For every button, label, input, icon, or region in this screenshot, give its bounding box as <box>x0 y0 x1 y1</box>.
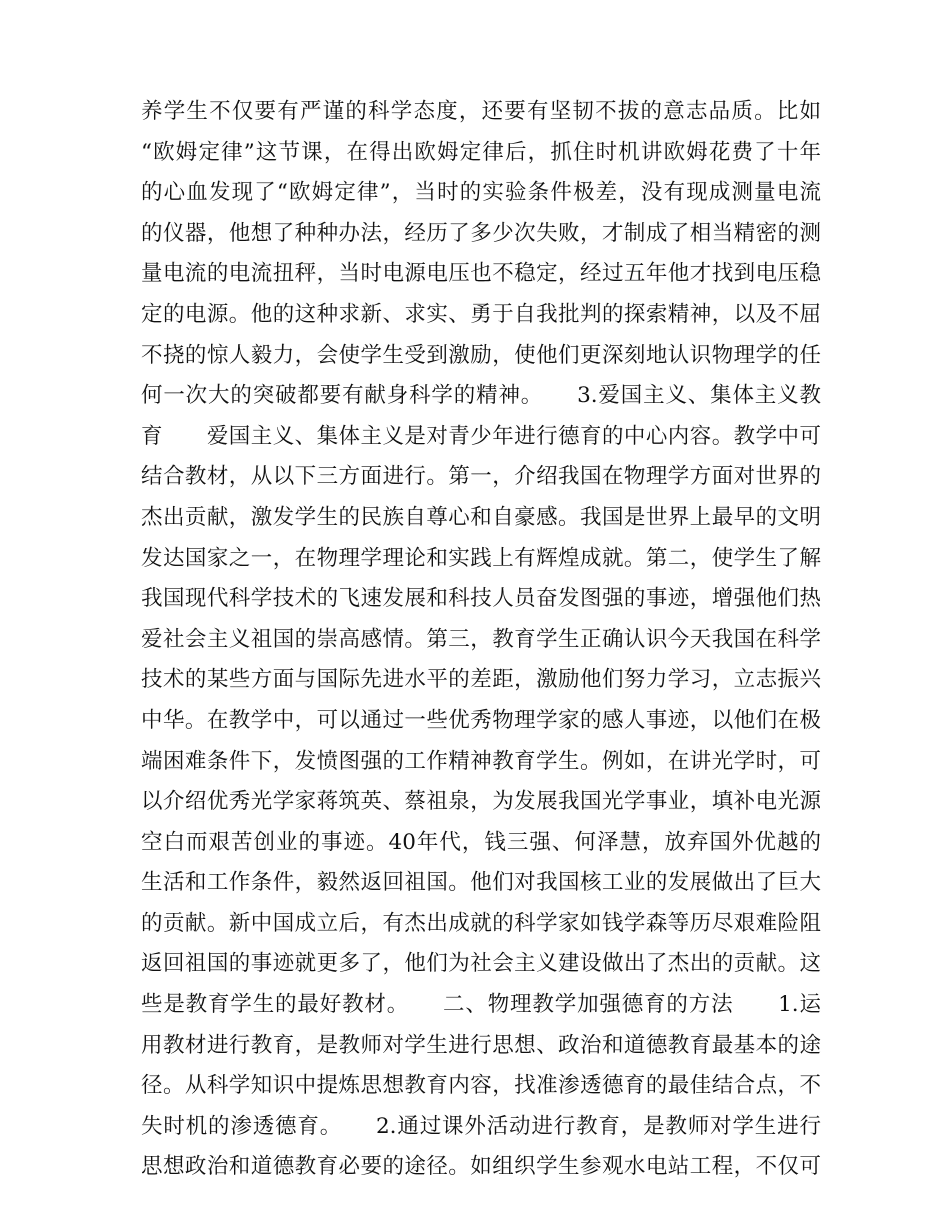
text-line-22: 返回祖国的事迹就更多了，他们为社会主义建设做出了杰出的贡献。这 <box>141 951 821 977</box>
text-line-21: 的贡献。新中国成立后，有杰出成就的科学家如钱学森等历尽艰难险阻 <box>141 910 821 936</box>
text-line-12: 发达国家之一，在物理学理论和实践上有辉煌成就。第二，使学生了解 <box>141 545 821 571</box>
text-line-13: 我国现代科学技术的飞速发展和科技人员奋发图强的事迹，增强他们热 <box>141 586 821 612</box>
text-line-25: 径。从科学知识中提炼思想教育内容，找准渗透德育的最佳结合点，不 <box>141 1073 821 1099</box>
body-text <box>141 92 821 1188</box>
text-line-4: 的仪器，他想了种种办法，经历了多少次失败，才制成了相当精密的测 <box>141 220 821 246</box>
text-line-18: 以介绍优秀光学家蒋筑英、蔡祖泉，为发展我国光学事业，填补电光源 <box>141 789 821 815</box>
text-line-16: 中华。在教学中，可以通过一些优秀物理学家的感人事迹，以他们在极 <box>141 707 821 733</box>
text-line-11: 杰出贡献，激发学生的民族自尊心和自豪感。我国是世界上最早的文明 <box>141 504 821 530</box>
text-line-2: “欧姆定律”这节课，在得出欧姆定律后，抓住时机讲欧姆花费了十年 <box>141 139 821 165</box>
text-line-10: 结合教材，从以下三方面进行。第一，介绍我国在物理学方面对世界的 <box>141 464 821 490</box>
text-line-9: 育 爱国主义、集体主义是对青少年进行德育的中心内容。教学中可 <box>141 423 821 449</box>
text-line-15: 技术的某些方面与国际先进水平的差距，激励他们努力学习，立志振兴 <box>141 667 821 693</box>
text-line-19: 空白而艰苦创业的事迹。40年代，钱三强、何泽慧，放弃国外优越的 <box>141 829 821 855</box>
text-line-14: 爱社会主义祖国的崇高感情。第三，教育学生正确认识今天我国在科学 <box>141 626 821 652</box>
text-line-27: 思想政治和道德教育必要的途径。如组织学生参观水电站工程，不仅可 <box>141 1154 821 1180</box>
text-line-7: 不挠的惊人毅力，会使学生受到激励，使他们更深刻地认识物理学的任 <box>141 342 821 368</box>
text-line-8: 何一次大的突破都要有献身科学的精神。 3.爱国主义、集体主义教 <box>141 383 821 409</box>
text-line-1: 养学生不仅要有严谨的科学态度，还要有坚韧不拔的意志品质。比如 <box>141 99 821 124</box>
text-line-24: 用教材进行教育，是教师对学生进行思想、政治和道德教育最基本的途 <box>141 1032 821 1058</box>
text-line-17: 端困难条件下，发愤图强的工作精神教育学生。例如，在讲光学时，可 <box>141 748 821 774</box>
text-line-26: 失时机的渗透德育。 2.通过课外活动进行教育，是教师对学生进行 <box>141 1113 821 1139</box>
text-line-20: 生活和工作条件，毅然返回祖国。他们对我国核工业的发展做出了巨大 <box>141 870 821 896</box>
text-line-6: 定的电源。他的这种求新、求实、勇于自我批判的探索精神，以及不屈 <box>141 301 821 327</box>
text-line-3: 的心血发现了“欧姆定律”，当时的实验条件极差，没有现成测量电流 <box>141 180 821 206</box>
text-line-5: 量电流的电流扭秤，当时电源电压也不稳定，经过五年他才找到电压稳 <box>141 261 821 287</box>
text-line-23: 些是教育学生的最好教材。 二、物理教学加强德育的方法 1.运 <box>141 992 821 1018</box>
